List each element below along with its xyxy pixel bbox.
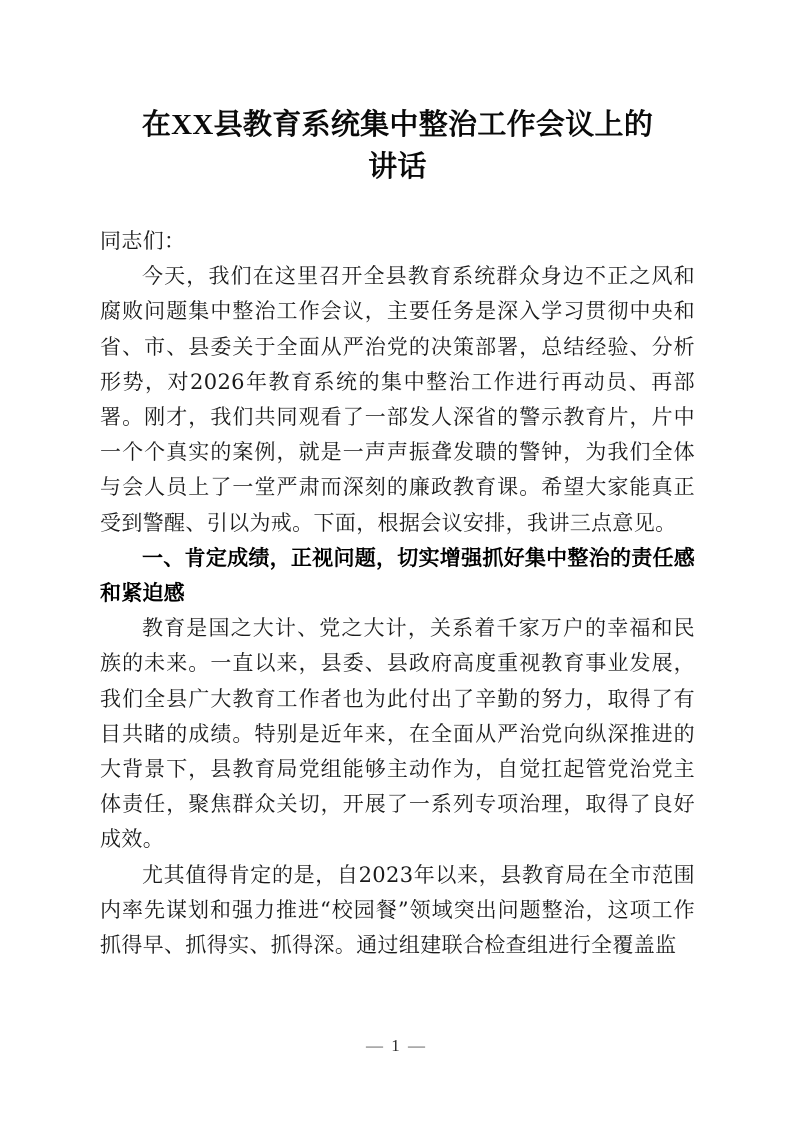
footer-dash-left: —: [366, 1036, 385, 1055]
section-heading-1: 一、肯定成绩，正视问题，切实增强抓好集中整治的责任感和紧迫感: [100, 546, 695, 606]
salutation: 同志们：: [100, 229, 186, 253]
paragraph-2: 教育是国之大计、党之大计，关系着千家万户的幸福和民族的未来。一直以来，县委、县政府高度重视教育事业发展，我们全县广大教育工作者也为此付出了辛勤的努力，取得了有目共睹的成绩。特别是近年来，在全面从严治党向纵深推进的大背景下，县教育局党组能够主动作为，自觉扛起管党治党主体责任，聚焦群众关切，开展了一系列专项治理，取得了良好成效。: [100, 616, 695, 852]
page-title-line-1: 在XX县教育系统集中整治工作会议上的: [141, 109, 654, 141]
page-footer: [0, 1036, 793, 1056]
page-number: 1: [391, 1036, 402, 1055]
title-spacer: [100, 188, 695, 224]
paragraph-3: 尤其值得肯定的是，自2023年以来，县教育局在全市范围内率先谋划和强力推进“校园餐”领域突出问题整治，这项工作抓得早、抓得实、抓得深。通过组建联合检查组进行全覆盖监: [100, 862, 695, 958]
paragraph-1: 今天，我们在这里召开全县教育系统群众身边不正之风和腐败问题集中整治工作会议，主要任务是深入学习贯彻中央和省、市、县委关于全面从严治党的决策部署，总结经验、分析形势，对2026年教育系统的集中整治工作进行再动员、再部署。刚才，我们共同观看了一部发人深省的警示教育片，片中一个个真实的案例，就是一声声振聋发聩的警钟，为我们全体与会人员上了一堂严肃而深刻的廉政教育课。希望大家能真正受到警醒、引以为戒。下面，根据会议安排，我讲三点意见。: [100, 264, 695, 535]
document-content: [100, 104, 695, 963]
footer-dash-right: —: [408, 1036, 427, 1055]
page-title: [100, 104, 695, 188]
page-title-line-2: 讲话: [368, 151, 427, 183]
